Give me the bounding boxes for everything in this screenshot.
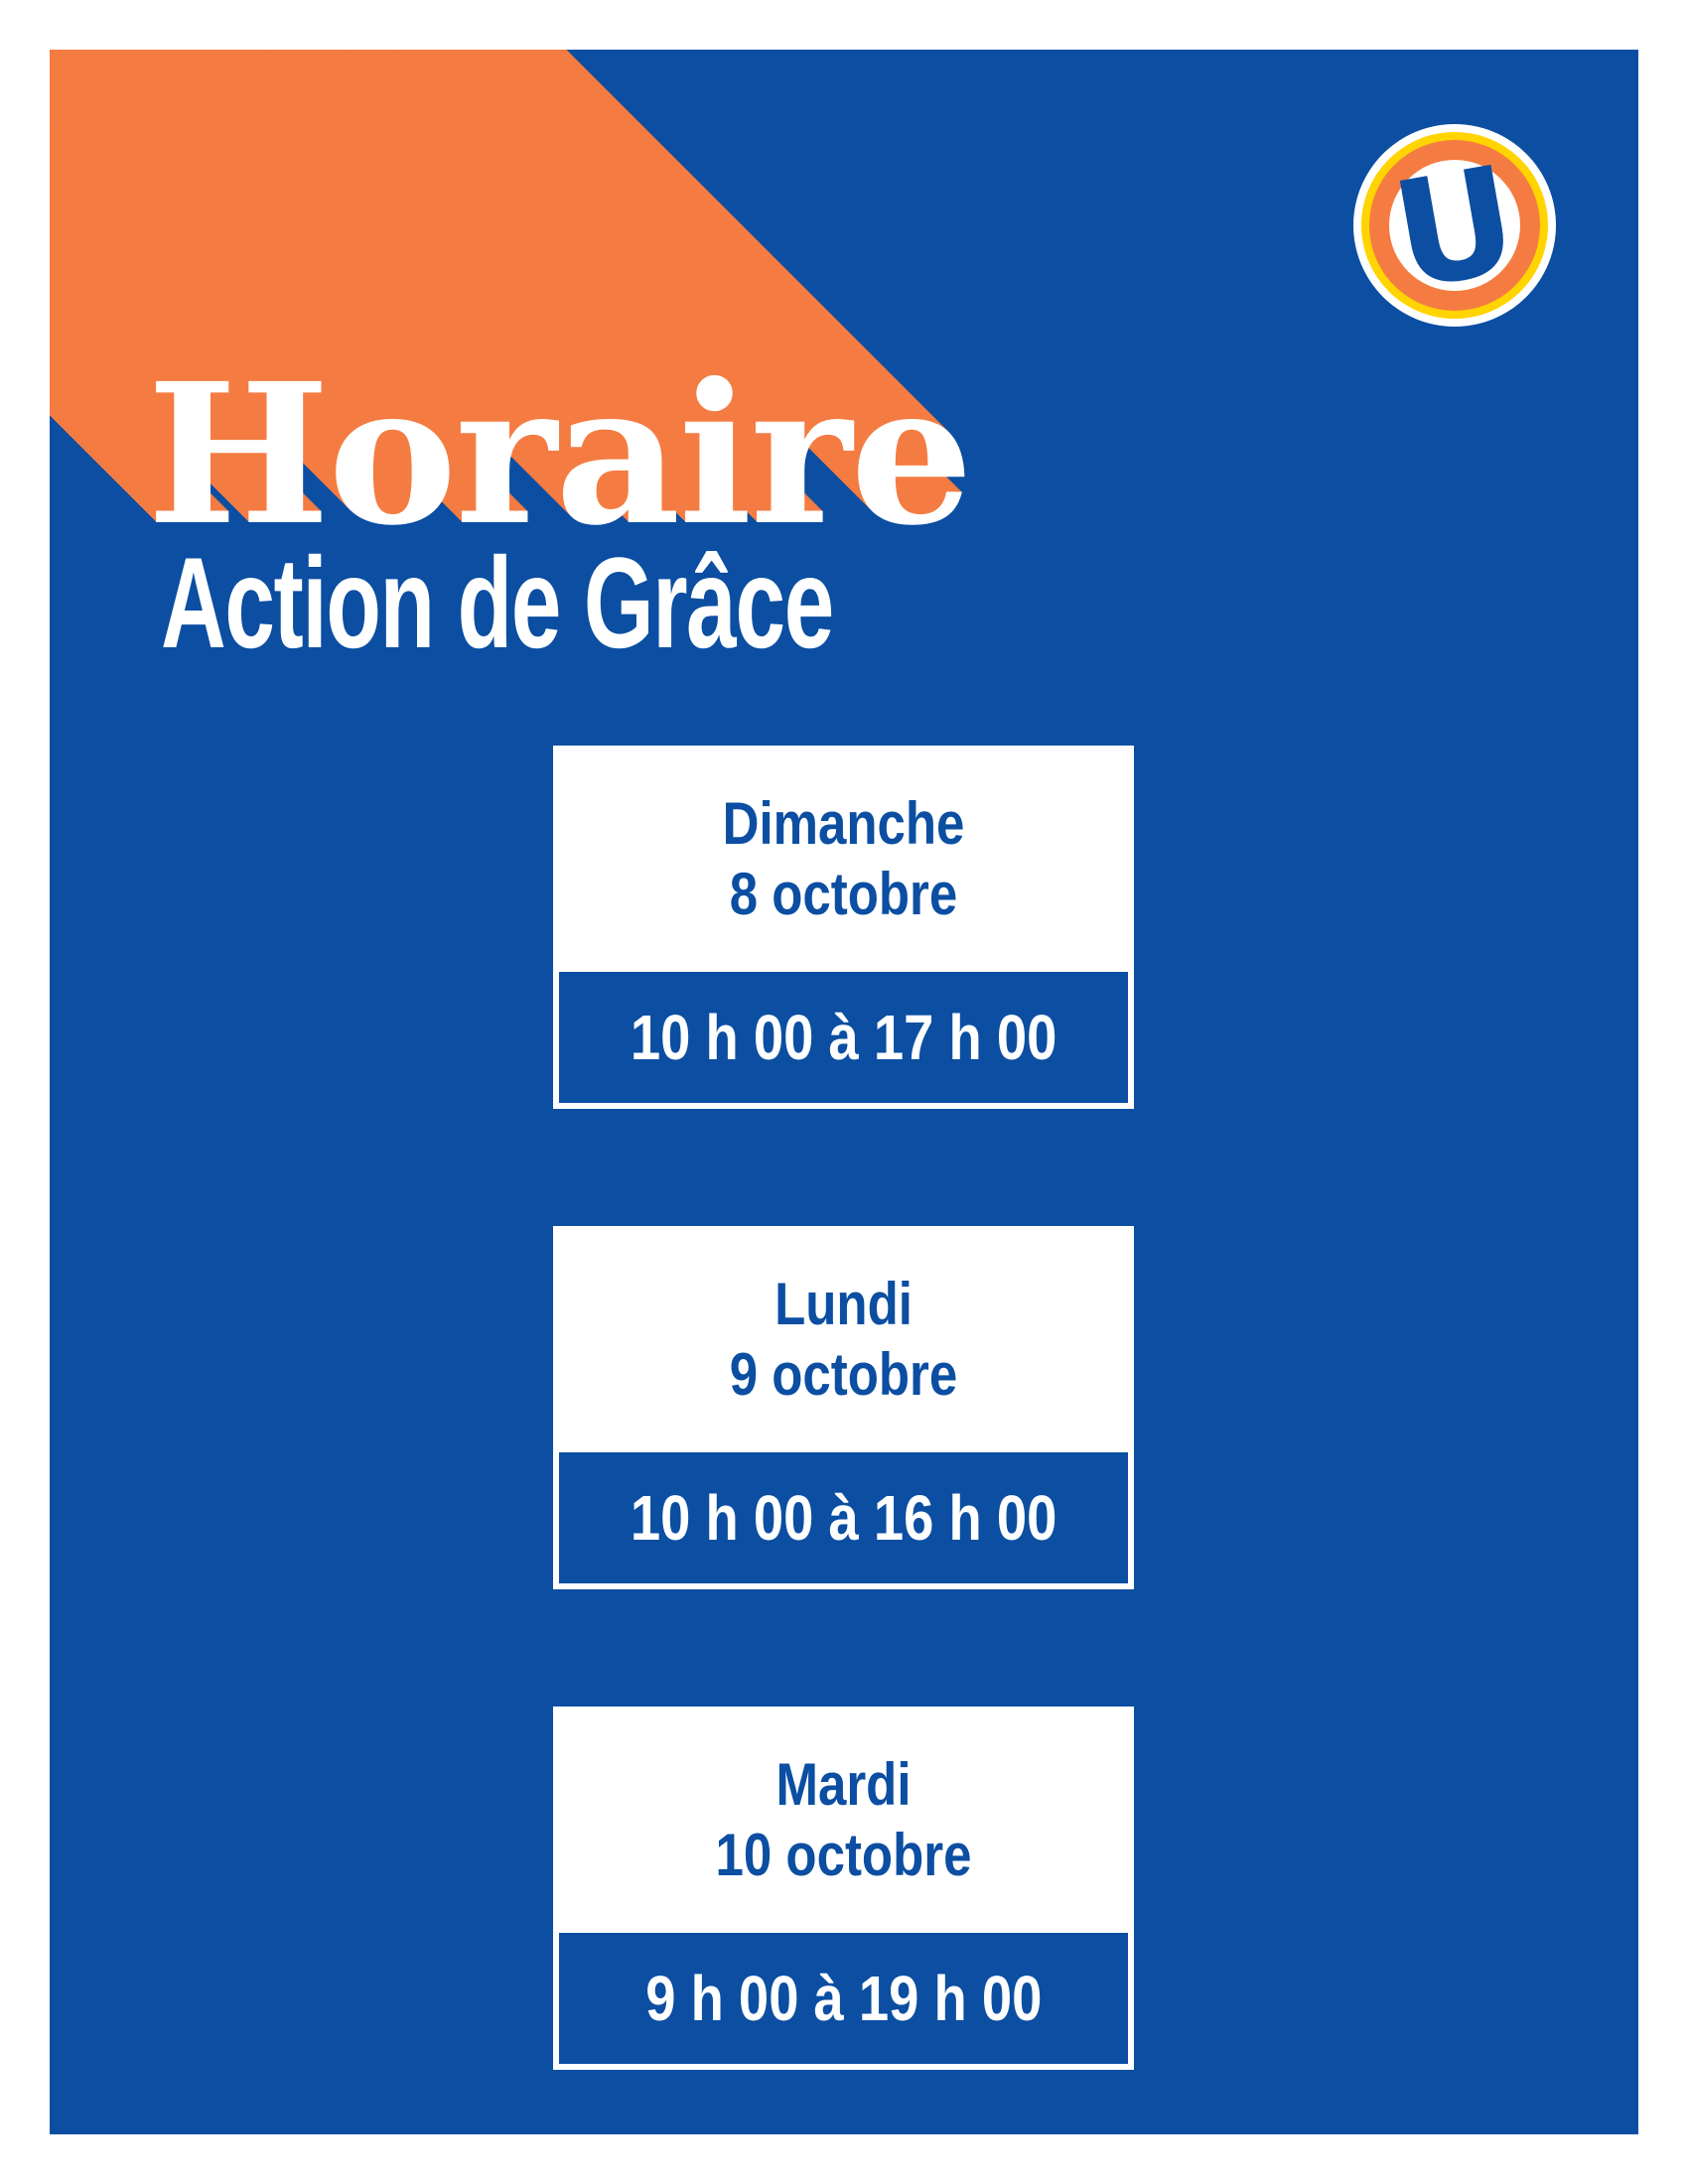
hours-label: 10 h 00 à 17 h 00	[630, 1002, 1057, 1073]
page-subtitle: Action de Grâce	[161, 530, 833, 675]
logo-letter: U	[1381, 133, 1529, 324]
card-day-section	[553, 1226, 1134, 1452]
uniprix-logo	[1350, 121, 1559, 330]
hours-label: 10 h 00 à 16 h 00	[630, 1482, 1057, 1554]
schedule-card	[553, 1226, 1134, 1589]
day-label: Mardi	[775, 1751, 912, 1818]
schedule-card	[553, 746, 1134, 1109]
date-label: 8 octobre	[729, 861, 958, 927]
day-label: Lundi	[774, 1271, 913, 1337]
day-label: Dimanche	[722, 790, 965, 857]
card-day-section	[553, 1706, 1134, 1933]
date-label: 10 octobre	[715, 1822, 972, 1888]
hours-strip	[559, 1452, 1128, 1583]
hours-label: 9 h 00 à 19 h 00	[644, 1963, 1043, 2034]
date-label: 9 octobre	[729, 1341, 958, 1408]
card-day-section	[553, 746, 1134, 972]
page-title: Horaire	[147, 341, 972, 568]
hours-strip	[559, 1933, 1128, 2064]
hours-strip	[559, 972, 1128, 1103]
schedule-card	[553, 1706, 1134, 2070]
poster-background	[50, 50, 1638, 2134]
